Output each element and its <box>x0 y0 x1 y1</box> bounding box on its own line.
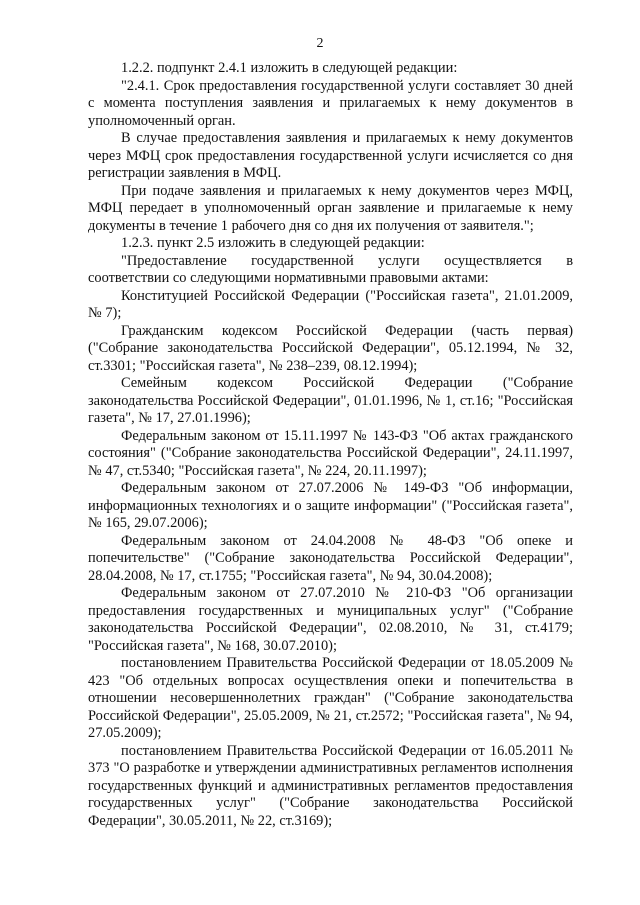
paragraph-item-2-4-1: "2.4.1. Срок предоставления государственной услуги составляет 30 дней с момента поступления заявления и прилагаемых к нему документов в уполномоченный орган. <box>88 77 573 129</box>
paragraph-resolution-423: постановлением Правительства Российской Федерации от 18.05.2009 № 423 "Об отдельных вопросах осуществления опеки и попечительства в отношении несовершеннолетних граждан" ("Собрание законодательства Российской Федерации", 25.05.2009, № 21, ст.2572; "Российская газета", № 94, 27.05.2009); <box>88 655 573 741</box>
paragraph-legal-basis-intro: "Предоставление государственной услуги осуществляется в соответствии со следующими нормативными правовыми актами: <box>88 252 573 286</box>
paragraph-law-149-fz: Федеральным законом от 27.07.2006 № 149-ФЗ "Об информации, информационных технологиях и о защите информации" ("Российская газета", № 165, 29.07.2006); <box>88 480 573 531</box>
paragraph-resolution-373: постановлением Правительства Российской Федерации от 16.05.2011 № 373 "О разработке и утверждении административных регламентов исполнения государственных функций и административных регламентов предоставления государственных услуг" ("Собрание законодательства Российской Федерации", 30.05.2011, № 22, ст.3169); <box>88 742 573 829</box>
paragraph-mfc-transfer: При подаче заявления и прилагаемых к нему документов через МФЦ, МФЦ передает в уполномоченный орган заявление и прилагаемые к нему документы в течение 1 рабочего дня со дня их получения от заявителя."; <box>88 182 573 234</box>
paragraph-mfc-term: В случае предоставления заявления и прилагаемых к нему документов через МФЦ срок предоставления государственной услуги исчисляется со дня регистрации заявления в МФЦ. <box>88 130 573 181</box>
paragraph-law-143-fz: Федеральным законом от 15.11.1997 № 143-ФЗ "Об актах гражданского состояния" ("Собрание законодательства Российской Федерации", 24.11.1997, № 47, ст.5340; "Российская газета", № 224, 20.11.1997); <box>88 427 573 479</box>
paragraph-subitem-1-2-2: 1.2.2. подпункт 2.4.1 изложить в следующей редакции: <box>121 60 458 76</box>
paragraph-civil-code: Гражданским кодексом Российской Федерации (часть первая) ("Собрание законодательства Российской Федерации", 05.12.1994, № 32, ст.3301; "Российская газета", № 238–239, 08.12.1994); <box>88 322 573 374</box>
paragraph-subitem-1-2-3: 1.2.3. пункт 2.5 изложить в следующей редакции: <box>121 235 425 251</box>
document-body <box>88 60 573 830</box>
page-number: 2 <box>316 36 324 51</box>
paragraph-constitution: Конституцией Российской Федерации ("Российская газета", 21.01.2009, № 7); <box>88 287 573 321</box>
paragraph-law-210-fz: Федеральным законом от 27.07.2010 № 210-ФЗ "Об организации предоставления государственных и муниципальных услуг" ("Собрание законодательства Российской Федерации", 02.08.2010, № 31, ст.4179; "Российская газета", № 168, 30.07.2010); <box>88 585 573 654</box>
paragraph-family-code: Семейным кодексом Российской Федерации ("Собрание законодательства Российской Федерации", 01.01.1996, № 1, ст.16; "Российская газета", № 17, 27.01.1996); <box>88 375 573 426</box>
paragraph-law-48-fz: Федеральным законом от 24.04.2008 № 48-ФЗ "Об опеке и попечительстве" ("Собрание законодательства Российской Федерации", 28.04.2008, № 17, ст.1755; "Российская газета", № 94, 30.04.2008); <box>88 532 573 584</box>
